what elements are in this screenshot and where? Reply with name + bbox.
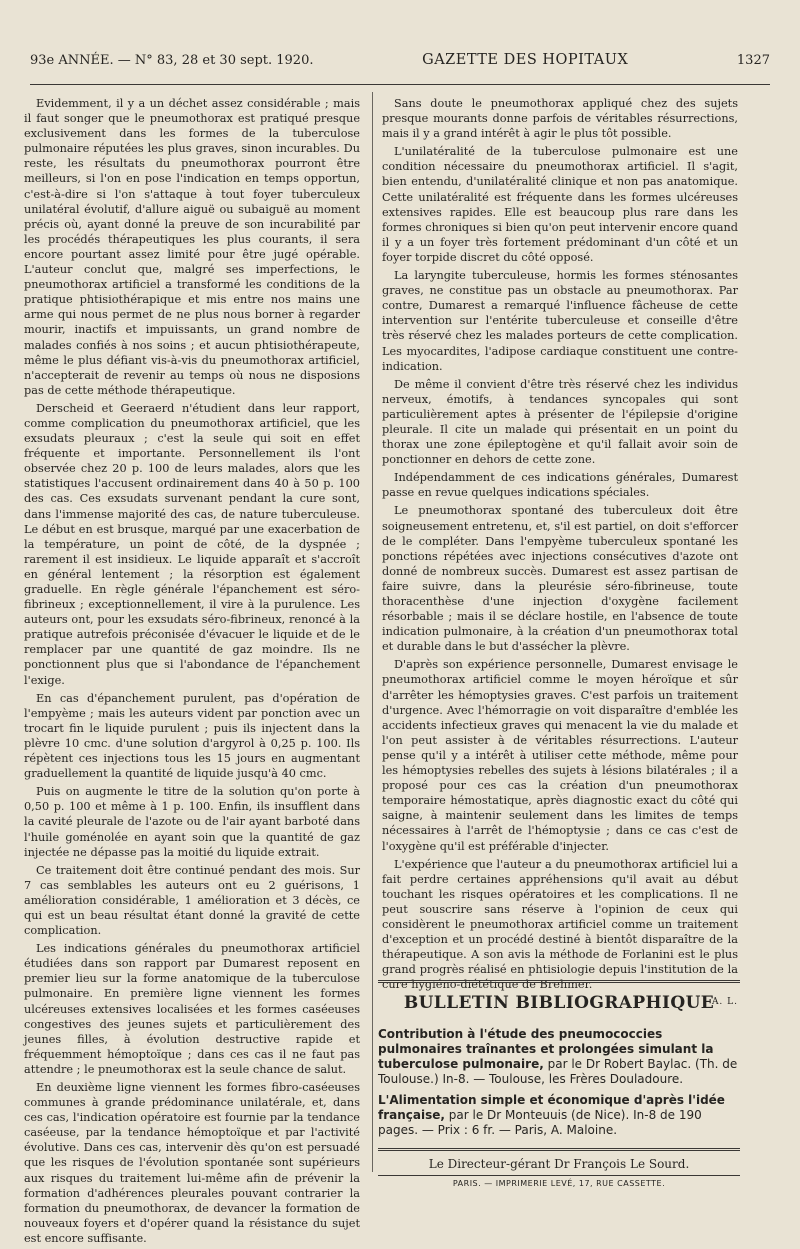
paragraph: Ce traitement doit être continué pendant des mois. Sur 7 cas semblables les auteurs ont eu 2 guérisons, 1 amélioration considérable, 1 amélioration et 3 décès, ce qui est un beau résultat étant donné la gravité de cette complication. bbox=[24, 863, 360, 938]
paragraph: Puis on augmente le titre de la solution qu'on porte à 0,50 p. 100 et même à 1 p. 100. Enfin, ils insufflent dans la cavité pleurale de l'azote ou de l'air ayant barboté dans l'huile goménolée en ayant soin que la quantité de gaz injectée ne dépasse pas la moitié du liquide extrait. bbox=[24, 785, 360, 859]
header-rule bbox=[30, 84, 770, 85]
paragraph: En deuxième ligne viennent les formes fibro-caséeuses communes à grande prédominance unilatérale, et, dans ces cas, l'indication opératoire est fournie par la tendance caséeuse, par la tendance hémoptoïque et par l'activité évolutive. Dans ces cas, intervenir dès qu'on est persuadé que les risques de l'évolution spontanée sont supérieurs aux risques du traitement lui-même afin de prévenir la formation d'adhérences pleurales pouvant contrarier la formation du pneumothorax, de devancer la formation de nouveaux foyers et d'opérer quand la résistance du sujet est encore suffisante. bbox=[24, 1081, 360, 1245]
paragraph: Evidemment, il y a un déchet assez considérable ; mais il faut songer que le pneumothorax est pratiqué presque exclusivement dans les formes de la tuberculose pulmonaire réputées les plus graves, sinon incurables. Du reste, les résultats du pneumothorax pourront être meilleurs, si l'on en pose l'indication en temps opportun, c'est-à-dire si l'on s'attaque à tout foyer tuberculeux unilatéral évolutif, d'allure aiguë ou subaiguë au moment précis où, ayant donné la preuve de son incurabilité par les procédés thérapeutiques les plus courants, il sera encore pourtant assez limité pour être jugé opérable. L'auteur conclut que, malgré ses imperfections, le pneumothorax artificiel a transformé les conditions de la pratique phtisiothérapique et mis entre nos mains une arme qui nous permet de ne plus nous borner à regarder mourir, inactifs et impuissants, un grand nombre de malades confiés à nos soins ; et aucun phtisiothérapeute, même le plus défiant vis-à-vis du pneumothorax artificiel, n'accepterait de revenir au temps où nous ne disposions pas de cette méthode thérapeutique. bbox=[24, 97, 360, 397]
entry-details: par le Dr Monteuuis (de Nice). In-8 de 190 pages. — Prix : 6 fr. — Paris, A. Maloine. bbox=[378, 1108, 702, 1137]
bibliography-section bbox=[378, 980, 740, 1188]
paragraph: L'unilatéralité de la tuberculose pulmonaire est une condition nécessaire du pneumothorax artificiel. Il s'agit, bien entendu, d'unilatéralité clinique et non pas anatomique. Cette unilatéralité est fréquente dans les formes ulcéreuses extensives rapides. Elle est beaucoup plus rare dans les formes chroniques si bien qu'on peut intervenir encore quand il y a un foyer très fortement prédominant d'un côté et un foyer torpide discret du côté opposé. bbox=[382, 145, 738, 264]
paragraph: Derscheid et Geeraerd n'étudient dans leur rapport, comme complication du pneumothorax artificiel, que les exsudats pleuraux ; c'est la seule qui soit en effet fréquente et importante. Personnellement ils l'ont observée chez 20 p. 100 de leurs malades, alors que les statistiques l'accusent ordinairement dans 40 à 50 p. 100 des cas. Ces exsudats survenant pendant la cure sont, dans l'immense majorité des cas, de nature tuberculeuse. Le début en est brusque, marqué par une exacerbation de la température, un point de côté, de la dyspnée ; rarement il est insidieux. Le liquide apparaît et s'accroît en général lentement ; la résorption est également graduelle. En règle générale l'épanchement est séro-fibrineux ; exceptionnellement, il vire à la purulence. Les auteurs ont, pour les exsudats séro-fibrineux, renoncé à la pratique autrefois préconisée d'évacuer le liquide et de le remplacer par une quantité de gaz moindre. Ils ne ponctionnent plus que si l'abondance de l'épanchement l'exige. bbox=[24, 401, 360, 687]
paragraph: D'après son expérience personnelle, Dumarest envisage le pneumothorax artificiel comme le moyen héroïque et sûr d'arrêter les hémoptysies graves. C'est parfois un traitement d'urgence. Avec l'hémorragie on voit disparaître d'emblée les accidents infectieux graves qui menacent la vie du malade et l'on peut assister à de véritables résurrections. L'auteur pense qu'il y a intérêt à utiliser cette méthode, même pour les hémoptysies rebelles des sujets à lésions bilatérales ; il a proposé pour ces cas la création d'un pneumothorax temporaire hémostatique, après diagnostic exact du côté qui saigne, à maintenir seulement dans les limites de temps nécessaires à l'arrêt de l'hémoptysie ; dans ce cas c'est de l'oxygène qu'il est préférable d'injecter. bbox=[382, 658, 738, 853]
bibliography-entry bbox=[378, 1093, 740, 1138]
printer-rule bbox=[378, 1175, 740, 1176]
paragraph: Les indications générales du pneumothorax artificiel étudiées dans son rapport par Dumarest reposent en premier lieu sur la forme anatomique de la tuberculose pulmonaire. En première ligne viennent les formes ulcéreuses extensives localisées et les formes caséeuses congestives des jeunes sujets et particulièrement des jeunes filles, à évolution destructive rapide et fréquemment hémoptoïque ; dans ces cas il ne faut pas attendre ; le pneumothorax est la seule chance de salut. bbox=[24, 942, 360, 1076]
section-rule bbox=[378, 980, 740, 985]
printer-line: PARIS. — IMPRIMERIE LEVÉ, 17, RUE CASSETTE. bbox=[452, 1179, 666, 1188]
entry-details: par le Dr Robert Baylac. (Th. de Toulouse.) In-8. — Toulouse, les Frères Douladoure. bbox=[378, 1057, 738, 1086]
paragraph: En cas d'épanchement purulent, pas d'opération de l'empyème ; mais les auteurs vident par ponction avec un trocart fin le liquide purulent ; puis ils injectent dans la plèvre 10 cmc. d'une solution d'argyrol à 0,25 p. 100. Ils répètent ces injections tous les 15 jours en augmentant graduellement la quantité de liquide jusqu'à 40 cmc. bbox=[24, 691, 360, 781]
paragraph: L'expérience que l'auteur a du pneumothorax artificiel lui a fait perdre certaines appréhensions qu'il avait au début touchant les risques opératoires et les complications. Il ne peut souscrire sans réserve à l'opinion de ceux qui considèrent le pneumothorax artificiel comme un traitement d'exception et un procédé destiné à bientôt disparaître de la thérapeutique. A son avis la méthode de Forlanini est le plus grand progrès réalisé en phtisiologie depuis l'institution de la cure hygiéno-diététique de Brehmer. bbox=[382, 857, 738, 992]
issue-info: 93e ANNÉE. — N° 83, 28 et 30 sept. 1920. bbox=[30, 53, 314, 68]
left-column bbox=[24, 96, 360, 1249]
footer-rule bbox=[378, 1148, 740, 1153]
paragraph: La laryngite tuberculeuse, hormis les formes sténosantes graves, ne constitue pas un obstacle au pneumothorax. Par contre, Dumarest a remarqué l'influence fâcheuse de cette intervention sur l'entérite tuberculeuse et conseille d'être très réservé chez les malades porteurs de cette complication. Les myocardites, l'adipose cardiaque constituent une contre-indication. bbox=[382, 269, 738, 373]
paragraph: De même il convient d'être très réservé chez les individus nerveux, émotifs, à tendances syncopales qui sont particulièrement aptes à présenter de l'épilepsie d'origine pleurale. Il cite un malade qui présentait en un point du thorax une zone épileptogène et qu'il fallait avoir soin de ponctionner en dehors de cette zone. bbox=[382, 377, 738, 467]
entry-title: Contribution à l'étude des pneumococcies pulmonaires traînantes et prolongées simulant la tuberculose pulmonaire, bbox=[378, 1027, 714, 1071]
paragraph: Sans doute le pneumothorax appliqué chez des sujets presque mourants donne parfois de véritables résurrections, mais il y a grand intérêt à agir le plus tôt possible. bbox=[382, 97, 738, 141]
page-header bbox=[30, 52, 770, 76]
page-number: 1327 bbox=[736, 53, 770, 68]
bibliography-entry bbox=[378, 1027, 740, 1087]
column-divider bbox=[372, 92, 373, 1172]
journal-title: GAZETTE DES HOPITAUX bbox=[422, 52, 629, 68]
bibliography-title: BULLETIN BIBLIOGRAPHIQUE bbox=[403, 993, 715, 1013]
paragraph: Le pneumothorax spontané des tuberculeux doit être soigneusement entretenu, et, s'il est partiel, on doit s'efforcer de le compléter. Dans l'empyème tuberculeux spontané les ponctions répétées avec injections consécutives d'azote ont donné de nombreux succès. Dumarest est assez partisan de faire suivre, dans la pleurésie séro-fibrineuse, toute thoracenthèse d'une injection d'oxygène facilement résorbable ; mais il se déclare hostile, en l'absence de toute indication pulmonaire, à la création d'un pneumothorax total et durable dans le but d'assécher la plèvre. bbox=[382, 504, 738, 654]
paragraph: Indépendamment de ces indications générales, Dumarest passe en revue quelques indications spéciales. bbox=[382, 471, 738, 500]
right-column bbox=[382, 96, 738, 1011]
entry-title: L'Alimentation simple et économique d'après l'idée française, bbox=[378, 1093, 725, 1122]
author-signature: A. L. bbox=[711, 997, 738, 1008]
director-line: Le Directeur-gérant Dr François Le Sourd. bbox=[428, 1157, 690, 1171]
